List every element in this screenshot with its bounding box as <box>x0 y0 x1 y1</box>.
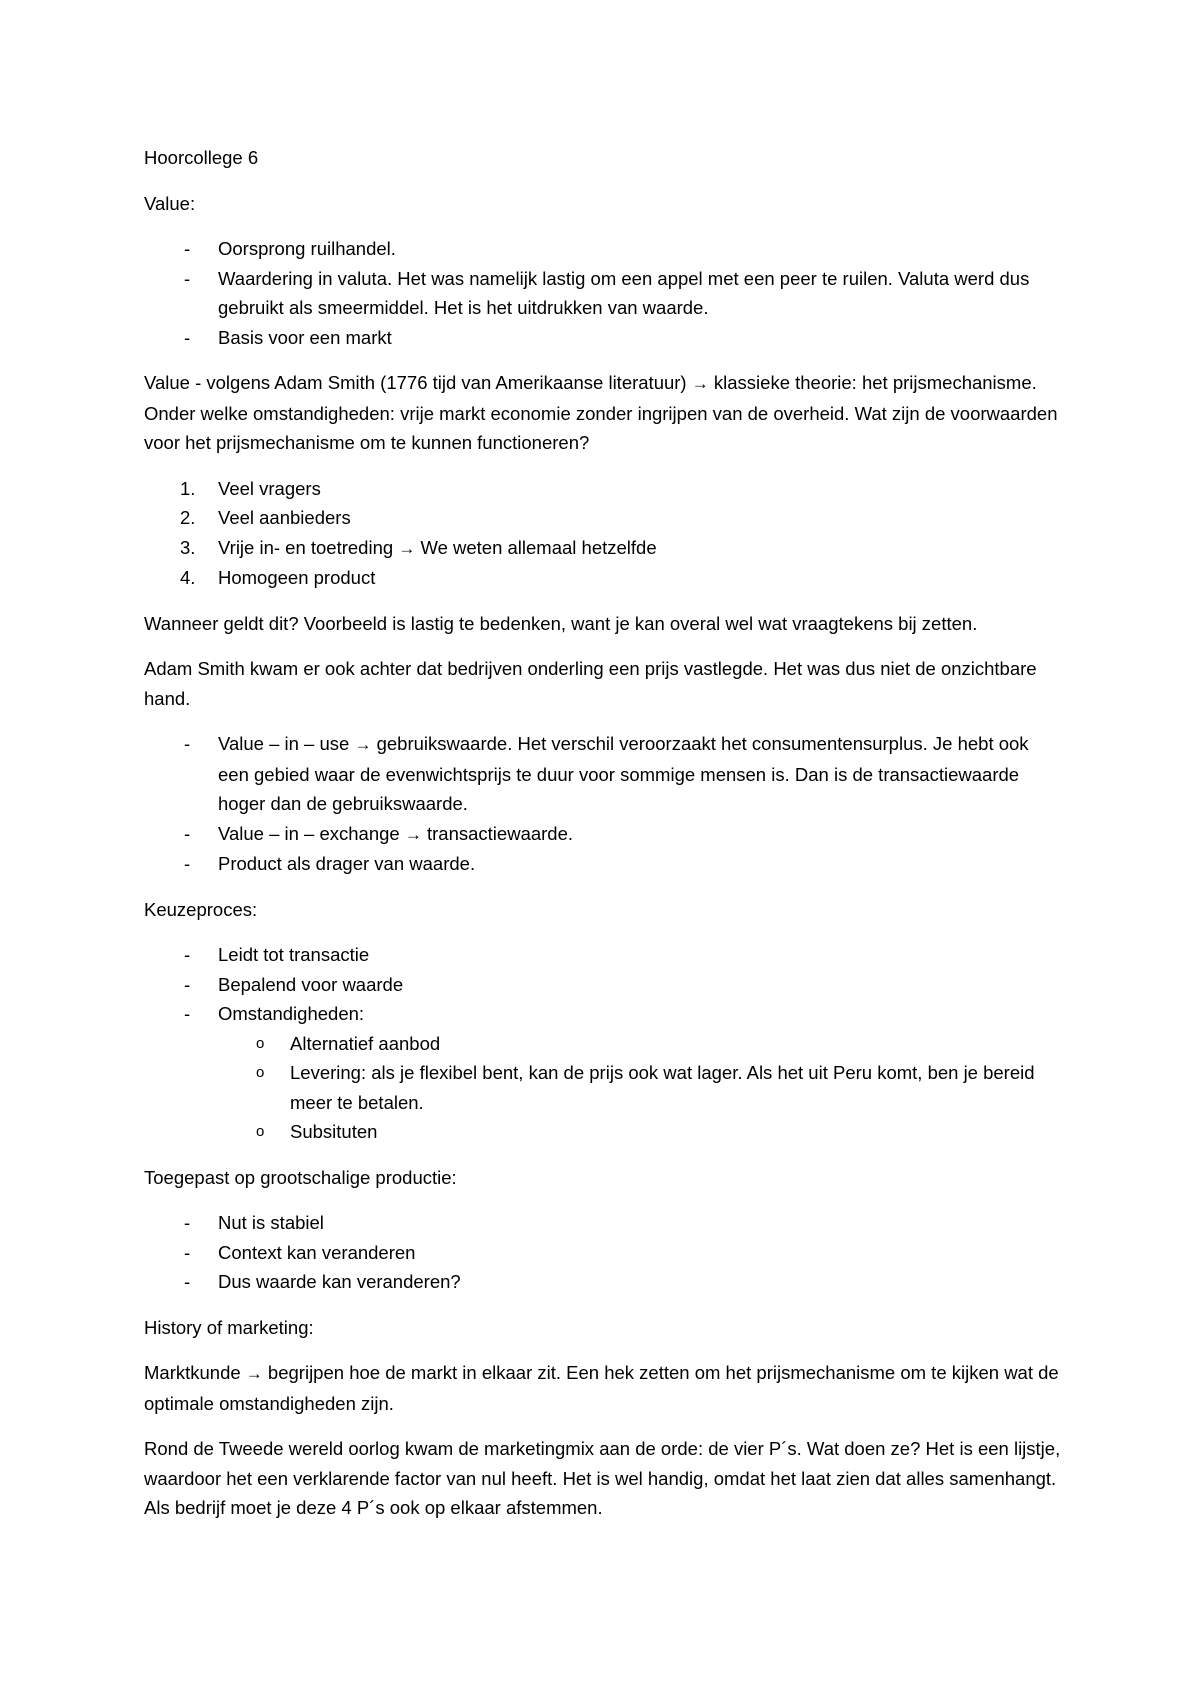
marktkunde-paragraph: Marktkunde → begrijpen hoe de markt in elkaar zit. Een hek zetten om het prijsmechanisme om te kijken wat de optimale omstandigheden zijn. <box>144 1362 1059 1414</box>
sublist-item: o Levering: als je flexibel bent, kan de prijs ook wat lager. Als het uit Peru komt, ben je bereid meer te betalen. <box>144 1058 1064 1117</box>
marketingmix-paragraph: Rond de Tweede wereld oorlog kwam de marketingmix aan de orde: de vier P´s. Wat doen ze? Het is een lijstje, waardoor het een verklarende factor van nul heeft. Het is wel handig, omdat het laat zien dat alles samenhangt. Als bedrijf moet je deze 4 P´s ook op elkaar afstemmen. <box>144 1438 1061 1518</box>
smith-paragraph: Value - volgens Adam Smith (1776 tijd van Amerikaanse literatuur) → klassieke theorie: het prijsmechanisme. Onder welke omstandigheden: vrije markt economie zonder ingrijpen van de overheid. Wat zijn de voorwaarden voor het prijsmechanisme om te kunnen functioneren? <box>144 372 1058 453</box>
dash-bullet: - <box>184 1241 191 1263</box>
dash-bullet: - <box>184 822 191 844</box>
arrow-icon: → <box>245 1364 263 1383</box>
dash-bullet: - <box>184 973 191 995</box>
arrow-icon: → <box>354 735 372 754</box>
list-item: - Context kan veranderen <box>144 1238 1064 1268</box>
toegepast-label: Toegepast op grootschalige productie: <box>144 1166 457 1188</box>
arrow-icon: → <box>691 374 709 393</box>
toegepast-list <box>144 1208 1064 1297</box>
list-item: - Bepalend voor waarde <box>144 970 1064 1000</box>
list-item: - Nut is stabiel <box>144 1208 1064 1238</box>
dash-bullet: - <box>184 1271 191 1292</box>
list-item: 1. Veel vragers <box>180 477 321 499</box>
list-item: - Omstandigheden: o Alternatief aanbod o Levering: als je flexibel bent, kan de prijs ook wat lager. Als het uit Peru komt, ben je bereid meer te betalen. o Subsituten <box>144 999 1064 1147</box>
paragraph-adam-smith: Adam Smith kwam er ook achter dat bedrijven onderling een prijs vastlegde. Het was dus niet de onzichtbare hand. <box>144 658 1037 709</box>
arrow-icon: → <box>404 824 422 844</box>
dash-bullet: - <box>184 733 191 754</box>
omstandigheden-sublist <box>218 1029 1064 1147</box>
dash-bullet: - <box>184 1212 191 1233</box>
keuzeproces-list <box>144 940 1064 1147</box>
conditions-list <box>144 474 1064 593</box>
circle-bullet: o <box>256 1064 265 1081</box>
dash-bullet: - <box>184 267 191 289</box>
sublist-item: o Alternatief aanbod <box>144 1029 1064 1059</box>
list-item: - Product als drager van waarde. <box>144 849 1064 879</box>
circle-bullet: o <box>256 1123 265 1140</box>
list-item: - Oorsprong ruilhandel. <box>144 234 1064 264</box>
document-body <box>144 143 1064 1539</box>
list-item: - Value – in – exchange → transactiewaarde. <box>144 819 1064 850</box>
dash-bullet: - <box>184 1003 191 1024</box>
keuzeproces-label: Keuzeproces: <box>144 898 258 920</box>
list-item: - Dus waarde kan veranderen? <box>144 1267 1064 1297</box>
value-types-list <box>144 729 1064 879</box>
value-list <box>144 234 1064 352</box>
list-item: - Value – in – use → gebruikswaarde. Het verschil veroorzaakt het consumentensurplus. Je hebt ook een gebied waar de evenwichtsprijs te duur voor sommige mensen is. Dan is de transactiewaarde hoger dan de gebruikswaarde. <box>144 729 1064 819</box>
circle-bullet: o <box>256 1034 265 1052</box>
dash-bullet: - <box>184 853 191 874</box>
paragraph-wanneer: Wanneer geldt dit? Voorbeeld is lastig te bedenken, want je kan overal wel wat vraagtekens bij zetten. <box>144 612 978 634</box>
dash-bullet: - <box>184 238 191 259</box>
value-label: Value: <box>144 192 196 214</box>
list-item: - Leidt tot transactie <box>144 940 1064 970</box>
list-item: 3. Vrije in- en toetreding → We weten allemaal hetzelfde <box>180 536 657 558</box>
list-item: 2. Veel aanbieders <box>180 507 351 528</box>
list-item: - Waardering in valuta. Het was namelijk lastig om een appel met een peer te ruilen. Valuta werd dus gebruikt als smeermiddel. Het is het uitdrukken van waarde. <box>144 264 1064 323</box>
list-item: - Basis voor een markt <box>144 323 1064 353</box>
sublist-item: o Subsituten <box>144 1117 1064 1147</box>
document-heading: Hoorcollege 6 <box>144 147 259 168</box>
dash-bullet: - <box>184 944 191 965</box>
history-label: History of marketing: <box>144 1316 314 1338</box>
list-item: 4. Homogeen product <box>180 567 376 588</box>
dash-bullet: - <box>184 326 191 348</box>
arrow-icon: → <box>398 538 416 558</box>
